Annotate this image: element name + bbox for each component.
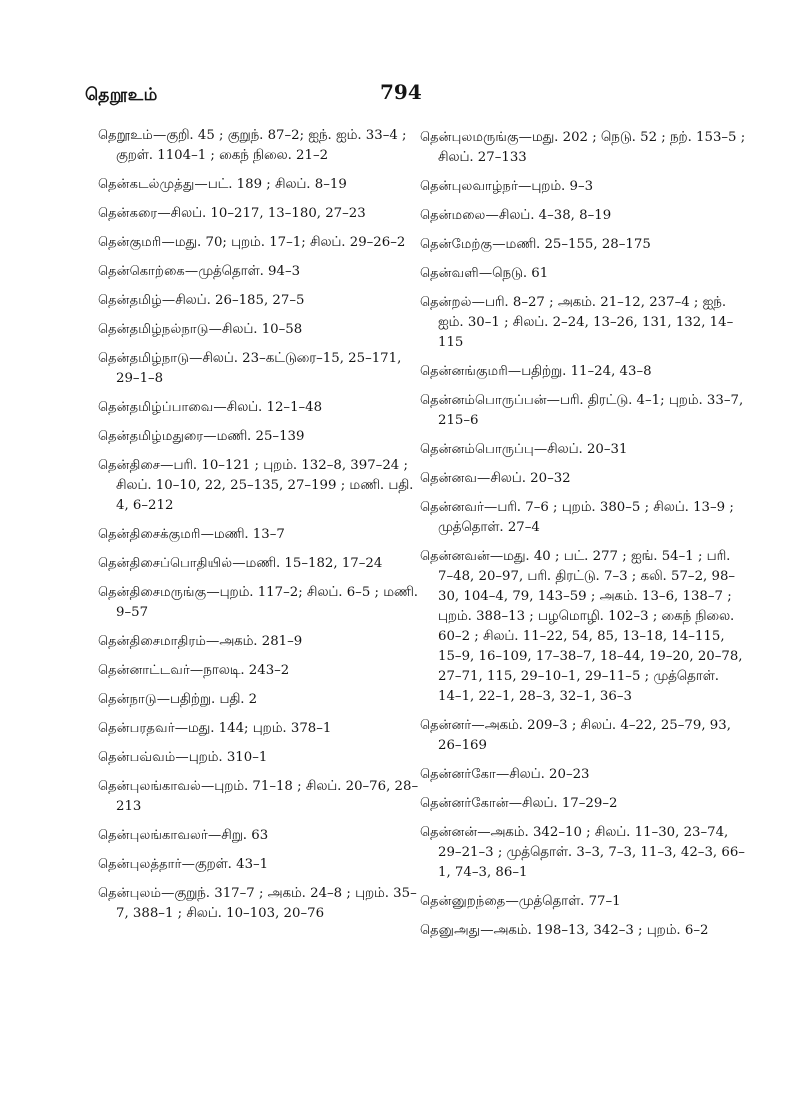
entry-dash: — — [518, 179, 532, 194]
entry-headword: தென்திசை — [98, 458, 161, 473]
entry-dash: — — [495, 767, 510, 782]
index-entry — [420, 547, 746, 707]
entry-headword: தென்பரதவர் — [98, 721, 175, 736]
entry-references: மது. 144; புறம். 378–1 — [187, 721, 332, 736]
entry-headword: தெனுஅது — [420, 923, 481, 938]
entry-dash: — — [157, 206, 171, 221]
index-entry — [98, 632, 420, 652]
entry-dash: — — [161, 293, 176, 308]
entry-headword: தென்தமிழ்மதுரை — [98, 429, 204, 444]
entry-references: பட். 189 ; சிலப். 8–19 — [207, 177, 347, 192]
entry-references: குறுந். 317–7 ; அகம். 24–8 ; புறம். 35–7, 388–1 ; சிலப். 10–103, 20–76 — [116, 886, 417, 921]
index-entry — [420, 765, 746, 785]
index-entry — [420, 391, 746, 431]
index-entry — [98, 719, 420, 739]
entry-dash: — — [207, 828, 222, 843]
entry-headword: தென்கடல்முத்து — [98, 177, 195, 192]
running-header-word: தெறூஉம் — [85, 85, 158, 105]
index-entry — [420, 206, 746, 226]
entry-headword: தென்நாடு — [98, 692, 157, 707]
index-entry — [98, 233, 420, 253]
entry-headword: தென்னர் — [420, 718, 472, 733]
entry-headword: தென்புலங்காவல் — [98, 779, 201, 794]
index-column-left — [98, 126, 420, 933]
entry-headword: தென்கரை — [98, 206, 158, 221]
index-entry — [98, 661, 420, 681]
entry-dash: — — [492, 237, 506, 252]
entry-references: புறம். 9–3 — [531, 179, 594, 194]
entry-references: சிலப். 10–58 — [221, 322, 303, 337]
entry-dash: — — [477, 825, 491, 840]
entry-references: பதிற்று. பதி. 2 — [170, 692, 258, 707]
entry-dash: — — [478, 266, 493, 281]
entry-dash: — — [161, 886, 175, 901]
entry-dash: — — [484, 500, 498, 515]
entry-headword: தென்புலமருங்கு — [420, 130, 519, 145]
entry-dash: — — [232, 556, 246, 571]
entry-dash: — — [181, 857, 195, 872]
index-entry — [420, 264, 746, 284]
index-entry — [98, 748, 420, 768]
entry-headword: தென்தமிழ்நாடு — [98, 351, 190, 366]
entry-dash: — — [184, 264, 199, 279]
index-entry — [98, 690, 420, 710]
entry-headword: தென்னுறந்தை — [420, 894, 506, 909]
entry-dash: — — [175, 750, 189, 765]
entry-references: பரி. 8–27 ; அகம். 21–12, 237–4 ; ஐந். ஐம். 30–1 ; சிலப். 2–24, 13–26, 131, 132, 14–115 — [438, 295, 734, 350]
entry-references: மது. 40 ; பட். 277 ; ஐங். 54–1 ; பரி. 7–48, 20–97, பரி. திரட்டு. 7–3 ; கலி. 57–2, 98–30, 104–4, 79, 143–59 ; அகம். 13–6, 138–7 ; புறம். 388–13 ; பழமொழி. 102–3 ; கைந் நிலை. 60–2 ; சிலப். 11–22, 54, 85, 13–18, 14–115, 15–9, 16–109, 17–38–7, 18–44, 19–20, 20–78, 27–71, 115, 29–10–1, 29–11–5 ; முத்தொள். 14–1, 22–1, 28–3, 32–1, 36–3 — [438, 549, 743, 704]
entry-dash: — — [160, 458, 174, 473]
entry-headword: தென்னர்கோ — [420, 767, 496, 782]
entry-references: குறள். 43–1 — [194, 857, 269, 872]
entry-dash: — — [189, 663, 204, 678]
entry-dash: — — [189, 351, 203, 366]
entry-headword: தென்புலவாழ்நர் — [420, 179, 519, 194]
index-entry — [420, 128, 746, 168]
entry-headword: தென்திசைக்குமரி — [98, 527, 201, 542]
entry-headword: தென்தமிழ் — [98, 293, 162, 308]
entry-headword: தென்குமரி — [98, 235, 162, 250]
entry-dash: — — [206, 634, 220, 649]
entry-references: அகம். 342–10 ; சிலப். 11–30, 23–74, 29–21–3 ; முத்தொள். 3–3, 7–3, 11–3, 42–3, 66–1, 74–3, 86–1 — [438, 825, 745, 880]
entry-dash: — — [546, 393, 560, 408]
index-entry — [420, 235, 746, 255]
entry-references: சிலப். 23–கட்டுரை–15, 25–171, 29–1–8 — [116, 351, 402, 386]
entry-references: மணி. 25–139 — [216, 429, 305, 444]
entry-dash: — — [518, 130, 532, 145]
entry-headword: தென்னம்பொருப்பு — [420, 442, 534, 457]
entry-dash: — — [477, 471, 491, 486]
entry-dash: — — [152, 128, 167, 143]
index-entry — [98, 826, 420, 846]
entry-dash: — — [206, 585, 220, 600]
entry-dash: — — [505, 894, 519, 909]
index-entry — [98, 456, 420, 516]
entry-references: சிலப். 26–185, 27–5 — [175, 293, 305, 308]
entry-references: குறி. 45 ; குறுந். 87–2; ஐந். ஐம். 33–4 ; குறள். 1104–1 ; கைந் நிலை. 21–2 — [116, 128, 407, 163]
entry-headword: தென்வளி — [420, 266, 479, 281]
index-entry — [98, 291, 420, 311]
entry-dash: — — [480, 923, 494, 938]
entry-headword: தென்பவ்வம் — [98, 750, 176, 765]
index-entry — [420, 892, 746, 912]
index-entry — [420, 921, 746, 941]
entry-dash: — — [471, 718, 485, 733]
entry-references: சிலப். 20–31 — [547, 442, 628, 457]
index-entry — [98, 398, 420, 418]
entry-dash: — — [208, 322, 222, 337]
entry-headword: தென்திசைமருங்கு — [98, 585, 207, 600]
entry-references: மது. 70; புறம். 17–1; சிலப். 29–26–2 — [174, 235, 406, 250]
entry-references: பதிற்று. 11–24, 43–8 — [521, 364, 652, 379]
entry-headword: தென்றல் — [420, 295, 472, 310]
entry-dash: — — [471, 295, 485, 310]
entry-references: மணி. 13–7 — [213, 527, 285, 542]
index-entry — [98, 884, 420, 924]
entry-references: அகம். 281–9 — [219, 634, 303, 649]
entry-headword: தென்தமிழ்ப்பாவை — [98, 400, 214, 415]
entry-headword: தென்னவர் — [420, 500, 485, 515]
entry-headword: தென்னங்குமரி — [420, 364, 508, 379]
index-entry — [98, 777, 420, 817]
entry-references: பரி. திரட்டு. 4–1; புறம். 33–7, 215–6 — [438, 393, 744, 428]
entry-headword: தென்புலத்தார் — [98, 857, 182, 872]
entry-references: புறம். 310–1 — [188, 750, 268, 765]
entry-headword: தென்புலம் — [98, 886, 162, 901]
entry-dash: — — [161, 235, 175, 250]
entry-headword: தென்தமிழ்நல்நாடு — [98, 322, 209, 337]
entry-headword: தென்னவன் — [420, 549, 490, 564]
entry-references: புறம். 71–18 ; சிலப். 20–76, 28–213 — [116, 779, 419, 814]
entry-headword: தென்புலங்காவலர் — [98, 828, 208, 843]
index-entry — [420, 177, 746, 197]
entry-references: சிலப். 20–32 — [490, 471, 571, 486]
index-entry — [98, 204, 420, 224]
index-entry — [98, 320, 420, 340]
entry-headword: தென்னவ — [420, 471, 478, 486]
index-entry — [420, 823, 746, 883]
entry-references: அகம். 209–3 ; சிலப். 4–22, 25–79, 93, 26–169 — [438, 718, 731, 753]
entry-headword: தென்னம்பொருப்பன் — [420, 393, 547, 408]
entry-dash: — — [203, 429, 217, 444]
index-entry — [420, 469, 746, 489]
entry-references: மது. 202 ; நெடு. 52 ; நற். 153–5 ; சிலப். 27–133 — [438, 130, 746, 165]
entry-dash: — — [489, 549, 504, 564]
index-entry — [420, 716, 746, 756]
index-entry — [420, 794, 746, 814]
index-entry — [98, 554, 420, 574]
entry-headword: தென்மேற்கு — [420, 237, 493, 252]
entry-headword: தென்னர்கோன் — [420, 796, 509, 811]
index-entry — [98, 583, 420, 623]
index-entry — [420, 440, 746, 460]
entry-headword: தென்திசைமாதிரம் — [98, 634, 207, 649]
entry-dash: — — [507, 364, 522, 379]
index-entry — [420, 498, 746, 538]
entry-references: சிலப். 20–23 — [509, 767, 590, 782]
entry-headword: தெறூஉம் — [98, 128, 153, 143]
entry-dash: — — [213, 400, 227, 415]
entry-dash: — — [533, 442, 548, 457]
entry-dash: — — [194, 177, 208, 192]
entry-headword: தென்னாட்டவர் — [98, 663, 190, 678]
index-entry — [98, 349, 420, 389]
entry-references: சிலப். 4–38, 8–19 — [498, 208, 612, 223]
entry-headword: தென்மலை — [420, 208, 486, 223]
entry-references: சிலப். 12–1–48 — [226, 400, 323, 415]
index-entry — [420, 293, 746, 353]
entry-references: முத்தொள். 94–3 — [198, 264, 301, 279]
index-entry — [98, 175, 420, 195]
entry-headword: தென்னன் — [420, 825, 478, 840]
index-entry — [420, 362, 746, 382]
page-number: 794 — [380, 80, 422, 104]
index-entry — [98, 262, 420, 282]
entry-references: நாலடி. 243–2 — [203, 663, 290, 678]
entry-references: சிறு. 63 — [221, 828, 269, 843]
entry-references: முத்தொள். 77–1 — [518, 894, 621, 909]
entry-dash: — — [485, 208, 499, 223]
entry-references: மணி. 25–155, 28–175 — [505, 237, 651, 252]
entry-headword: தென்திசைப்பொதியில் — [98, 556, 233, 571]
entry-references: சிலப். 17–29–2 — [522, 796, 618, 811]
index-column-right — [420, 128, 746, 950]
entry-references: மணி. 15–182, 17–24 — [245, 556, 383, 571]
entry-headword: தென்கொற்கை — [98, 264, 185, 279]
entry-dash: — — [201, 779, 215, 794]
entry-references: புறம். 117–2; சிலப். 6–5 ; மணி. 9–57 — [116, 585, 418, 620]
index-entry — [98, 427, 420, 447]
entry-dash: — — [156, 692, 171, 707]
index-entry — [98, 855, 420, 875]
index-entry — [98, 126, 420, 166]
entry-dash: — — [200, 527, 214, 542]
entry-references: பரி. 7–6 ; புறம். 380–5 ; சிலப். 13–9 ; முத்தொள். 27–4 — [438, 500, 734, 535]
index-entry — [98, 525, 420, 545]
entry-dash: — — [174, 721, 188, 736]
entry-references: நெடு. 61 — [492, 266, 549, 281]
entry-references: பரி. 10–121 ; புறம். 132–8, 397–24 ; சிலப். 10–10, 22, 25–135, 27–199 ; மணி. பதி. 4, 6–212 — [116, 458, 414, 513]
entry-references: அகம். 198–13, 342–3 ; புறம். 6–2 — [493, 923, 709, 938]
entry-dash: — — [508, 796, 523, 811]
entry-references: சிலப். 10–217, 13–180, 27–23 — [170, 206, 366, 221]
